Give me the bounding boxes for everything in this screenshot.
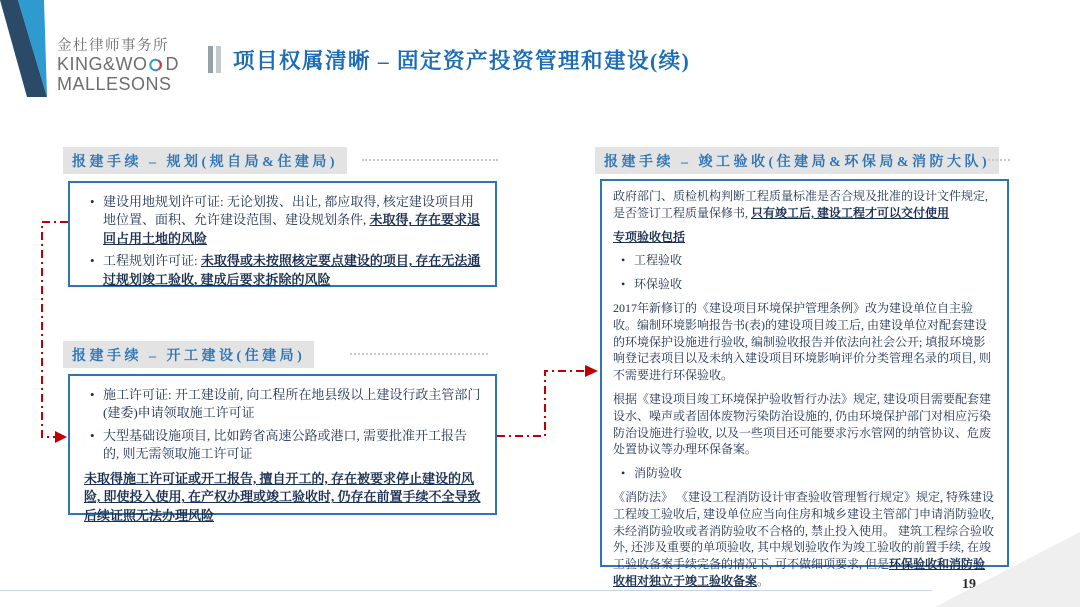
logo-text-king-wood: KING&WO (57, 54, 148, 75)
construction-warning: 未取得施工许可证或开工报告, 擅自开工的, 存在被要求停止建设的风险, 即使投入使用, 在产权办理或竣工验收时, 仍存在前置手续不全导致后续证照无法办理风险 (84, 470, 481, 523)
planning-box (68, 181, 497, 287)
construction-list (76, 386, 487, 464)
bullet-emphasis: 未取得, 存在要求退回占用土地的风险 (103, 212, 481, 246)
title-accent-bar (208, 46, 213, 73)
bullet-text: 环保验收 (634, 277, 683, 292)
page-number: 19 (962, 577, 976, 592)
dotted-connector (988, 159, 1010, 161)
bullet-text: 工程验收 (634, 253, 683, 268)
corner-bottom-right-decoration (935, 532, 1080, 607)
arrow-construction-to-acceptance (497, 371, 585, 436)
bullet-text: 建设用地规划许可证: 无论划拨、出让, 都应取得, 核定建设项目用地位置、面积、允许建设范围、建设规划条件, (103, 194, 474, 228)
kwm-logo (57, 38, 179, 95)
list-item (90, 386, 483, 423)
list-item (621, 276, 992, 293)
logo-chinese-name: 金杜律师事务所 (57, 38, 169, 54)
logo-english-line1 (57, 54, 179, 74)
acceptance-list (613, 252, 996, 293)
bullet-text: 工程规划许可证: (103, 253, 201, 269)
arrow-planning-to-construction (42, 222, 68, 437)
para-text: 。 (757, 573, 770, 588)
section-header-planning: 报建手续 – 规划(规自局&住建局) (63, 147, 347, 174)
acceptance-para-3: 根据《建设项目竣工环境保护验收暂行办法》规定, 建设项目需要配套建设水、噪声或者固体废物污染防治设施的, 仍由环境保护部门对相应污染防治设施进行验收, 以及一些项目还可能要求污水管网的纳管协议、危废处置协议等办理环保备案。 (613, 391, 992, 457)
list-item (621, 252, 992, 269)
planning-list (76, 193, 487, 289)
title-block (208, 44, 690, 75)
para-text: 政府部门、质检机构判断工程质量标准是否合规及批准的设计文件规定, 是否签订工程质量保修书, (613, 189, 989, 220)
acceptance-list-fire (613, 465, 996, 482)
acceptance-para-1 (613, 188, 996, 222)
list-item (90, 252, 483, 289)
list-item (90, 193, 483, 248)
bullet-text: 大型基础设施项目, 比如跨省高速公路或港口, 需要批准开工报告的, 则无需领取施工许可证 (103, 427, 468, 462)
list-item (621, 465, 992, 482)
page-title: 项目权属清晰 – 固定资产投资管理和建设(续) (233, 49, 691, 73)
bullet-text: 消防验收 (634, 466, 683, 481)
para-emphasis: 只有竣工后, 建设工程才可以交付使用 (751, 205, 950, 220)
list-item (90, 427, 483, 464)
bullet-text: 施工许可证: 开工建设前, 向工程所在地县级以上建设行政主管部门(建委)申请领取施工许可证 (103, 387, 481, 421)
title-accent-bar-light (216, 46, 221, 73)
section-header-construction: 报建手续 – 开工建设(住建局) (63, 341, 314, 368)
para-emphasis: 环保验收和消防验收相对独立于竣工验收备案 (613, 557, 986, 588)
corner-decoration (0, 0, 55, 100)
para-text: 《消防法》 《建设工程消防设计审查验收管理暂行规定》规定, 特殊建设工程竣工验收后, 建设单位应当向住房和城乡建设主管部门申请消防验收, 未经消防验收或者消防验收不合格的, 禁止投入使用。 建筑工程综合验收外, 还涉及重要的单项验收, 其中规划验收作为竣工验收的前置手续, 在竣工验收备案手续完备的情况下, 可不做细项要求, 但是 (613, 489, 995, 572)
arrowhead-icon (585, 365, 598, 377)
arrowhead-icon (55, 431, 67, 443)
footer-divider (0, 590, 932, 591)
construction-box (68, 374, 497, 523)
logo-text-d: D (165, 54, 180, 75)
dotted-connector (350, 353, 488, 355)
section-header-acceptance: 报建手续 – 竣工验收(住建局&环保局&消防大队) (595, 147, 999, 174)
kwm-rings-icon (149, 57, 166, 72)
bullet-emphasis: 未取得或未按照核定要点建设的项目, 存在无法通过规划竣工验收, 建成后要求拆除的风险 (103, 253, 481, 287)
acceptance-para-2: 2017年新修订的《建设项目环境保护管理条例》改为建设单位自主验收。编制环境影响报告书(表)的建设项目竣工后, 由建设单位对配套建设的环境保护设施进行验收, 编制验收报告并依法向社会公开; 填报环境影响登记表项目以及未纳入建设项目环境影响评价分类管理名录的项目, 则不需要进行环保验收。 (613, 300, 992, 383)
logo-english-line2: MALLESONS (57, 74, 172, 95)
acceptance-subtitle: 专项验收包括 (613, 229, 686, 244)
dotted-connector (362, 159, 498, 161)
